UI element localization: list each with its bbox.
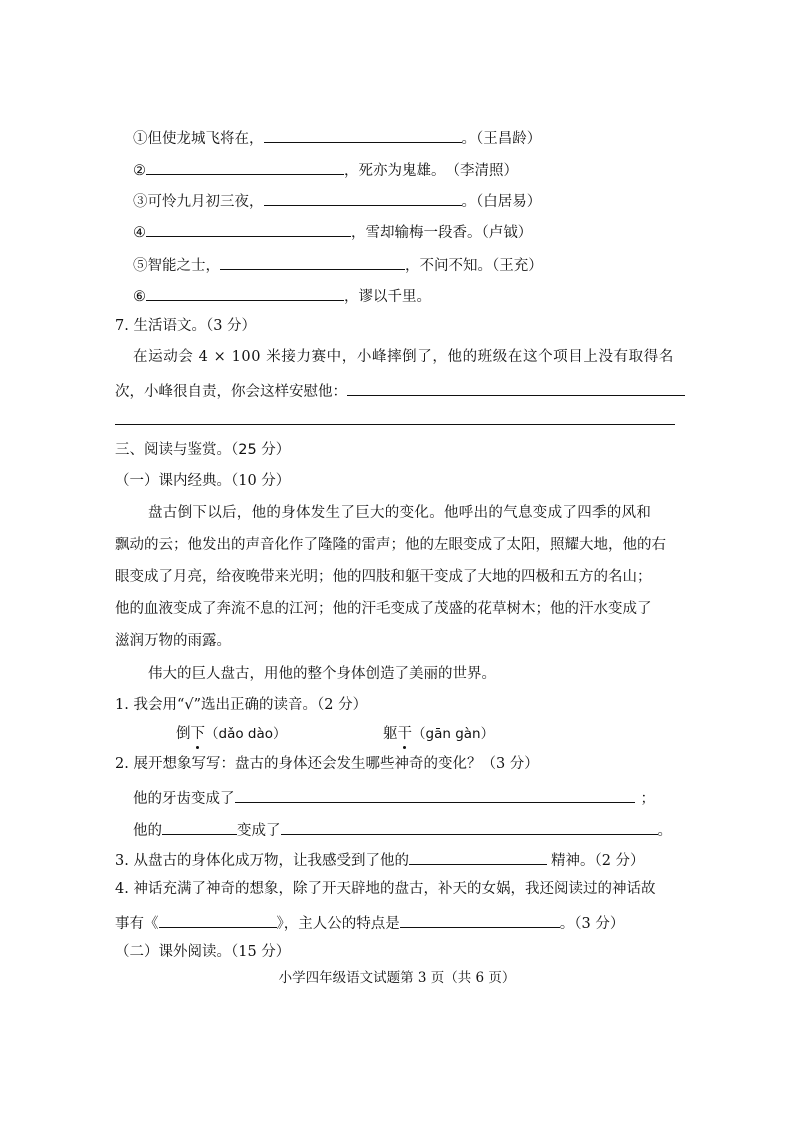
- passage-line-2: 飘动的云；他发出的声音化作了隆隆的雷声；他的左眼变成了太阳，照耀大地，他的右: [115, 537, 666, 553]
- q7-prompt: 次，小峰很自责，你会这样安慰他：: [115, 384, 347, 400]
- part1-title: （一）课内经典。（10 分）: [115, 473, 291, 489]
- part2-title: （二）课外阅读。（15 分）: [115, 944, 291, 960]
- q7-title: 7. 生活语文。（3 分）: [115, 318, 257, 334]
- section3-title: 三、阅读与鉴赏。（25 分）: [115, 442, 291, 458]
- q4-line2-a: 事有《: [115, 916, 159, 932]
- q7-answer-blank[interactable]: [347, 379, 685, 396]
- passage-line-5: 滋润万物的雨露。: [115, 633, 231, 649]
- q2-line2-blank-a[interactable]: [162, 818, 237, 835]
- q1-item1-char-a: 倒: [176, 726, 191, 742]
- poem-1-before: ①但使龙城飞将在，: [133, 131, 264, 147]
- passage-line-4: 他的血液变成了奔流不息的江河；他的汗毛变成了茂盛的花草树木；他的汗水变成了: [115, 601, 652, 617]
- q2-title: 2. 展开想象写写：盘古的身体还会发生哪些神奇的变化？（3 分）: [115, 756, 539, 772]
- q1-item-2: [383, 724, 494, 744]
- poem-5-blank[interactable]: [220, 253, 405, 270]
- q1-item2-pinyin[interactable]: （gān gàn）: [412, 726, 495, 742]
- q3-prefix: 3. 从盘古的身体化成万物，让我感受到了他的: [115, 853, 409, 869]
- q3-blank[interactable]: [409, 848, 547, 865]
- q4-line-2: [115, 911, 624, 934]
- poem-2-before: ②: [133, 163, 146, 179]
- q7-paragraph-line-1: 在运动会 4 × 100 米接力赛中，小峰摔倒了，他的班级在这个项目上没有取得名: [133, 349, 674, 365]
- poem-line-1: [133, 126, 541, 149]
- poem-6-blank[interactable]: [146, 284, 344, 301]
- poem-line-3: [133, 189, 541, 212]
- q2-line-1: [133, 786, 655, 809]
- q2-line1-prefix: 他的牙齿变成了: [133, 791, 235, 807]
- poem-4-before: ④: [133, 225, 146, 241]
- q3-suffix: 精神。（2 分）: [550, 853, 645, 869]
- q1-item2-char-a: 躯: [383, 726, 398, 742]
- q1-item-1: [176, 724, 287, 744]
- poem-4-blank[interactable]: [146, 220, 351, 237]
- poem-line-2: [133, 158, 518, 181]
- poem-line-6: [133, 284, 431, 307]
- q2-line-2: [133, 818, 672, 841]
- q2-line2-suffix: 。: [657, 823, 672, 839]
- q2-line1-suffix: ；: [640, 791, 655, 807]
- q1-item1-pinyin[interactable]: （dǎo dào）: [205, 726, 287, 742]
- poem-4-after: ，雪却输梅一段香。（卢钺）: [351, 225, 533, 241]
- q4-blank-book[interactable]: [159, 911, 277, 928]
- poem-5-after: ，不问不知。（王充）: [405, 258, 543, 274]
- poem-3-blank[interactable]: [264, 189, 462, 206]
- passage-ending: 伟大的巨人盘古，用他的整个身体创造了美丽的世界。: [148, 666, 496, 682]
- q2-line2-b: 变成了: [237, 823, 281, 839]
- q4-line2-c: 。（3 分）: [559, 916, 625, 932]
- q1-title: 1. 我会用“√”选出正确的读音。（2 分）: [115, 697, 368, 713]
- poem-6-after: ，谬以千里。: [344, 289, 431, 305]
- q7-answer-line-2[interactable]: [115, 424, 675, 425]
- poem-5-before: ⑤智能之士，: [133, 258, 220, 274]
- q2-line2-blank-b[interactable]: [281, 818, 658, 835]
- q4-line2-b: 》，主人公的特点是: [276, 916, 400, 932]
- poem-3-after: 。（白居易）: [461, 194, 542, 210]
- q1-item2-char-b: 干: [397, 726, 412, 742]
- poem-1-blank[interactable]: [264, 126, 462, 143]
- q1-item1-char-b: 下: [190, 726, 205, 742]
- passage-line-1: 盘古倒下以后，他的身体发生了巨大的变化。他呼出的气息变成了四季的风和: [148, 505, 652, 521]
- q2-line2-a: 他的: [133, 823, 162, 839]
- q3-line: [115, 848, 645, 871]
- poem-2-blank[interactable]: [146, 158, 344, 175]
- poem-3-before: ③可怜九月初三夜，: [133, 194, 264, 210]
- poem-2-after: ，死亦为鬼雄。 （李清照）: [344, 163, 518, 179]
- q2-line1-blank[interactable]: [235, 786, 635, 803]
- passage-line-3: 眼变成了月亮，给夜晚带来光明；他的四肢和躯干变成了大地的四极和五方的名山；: [115, 569, 652, 585]
- poem-line-4: [133, 220, 532, 243]
- q4-blank-trait[interactable]: [400, 911, 560, 928]
- poem-line-5: [133, 253, 543, 276]
- page-footer: 小学四年级语文试题第 3 页（共 6 页）: [278, 970, 516, 986]
- poem-1-after: 。（王昌龄）: [461, 131, 542, 147]
- q4-line-1: 4. 神话充满了神奇的想象，除了开天辟地的盘古，补天的女娲，我还阅读过的神话故: [115, 881, 656, 897]
- q7-paragraph-line-2: [115, 379, 685, 402]
- poem-6-before: ⑥: [133, 289, 146, 305]
